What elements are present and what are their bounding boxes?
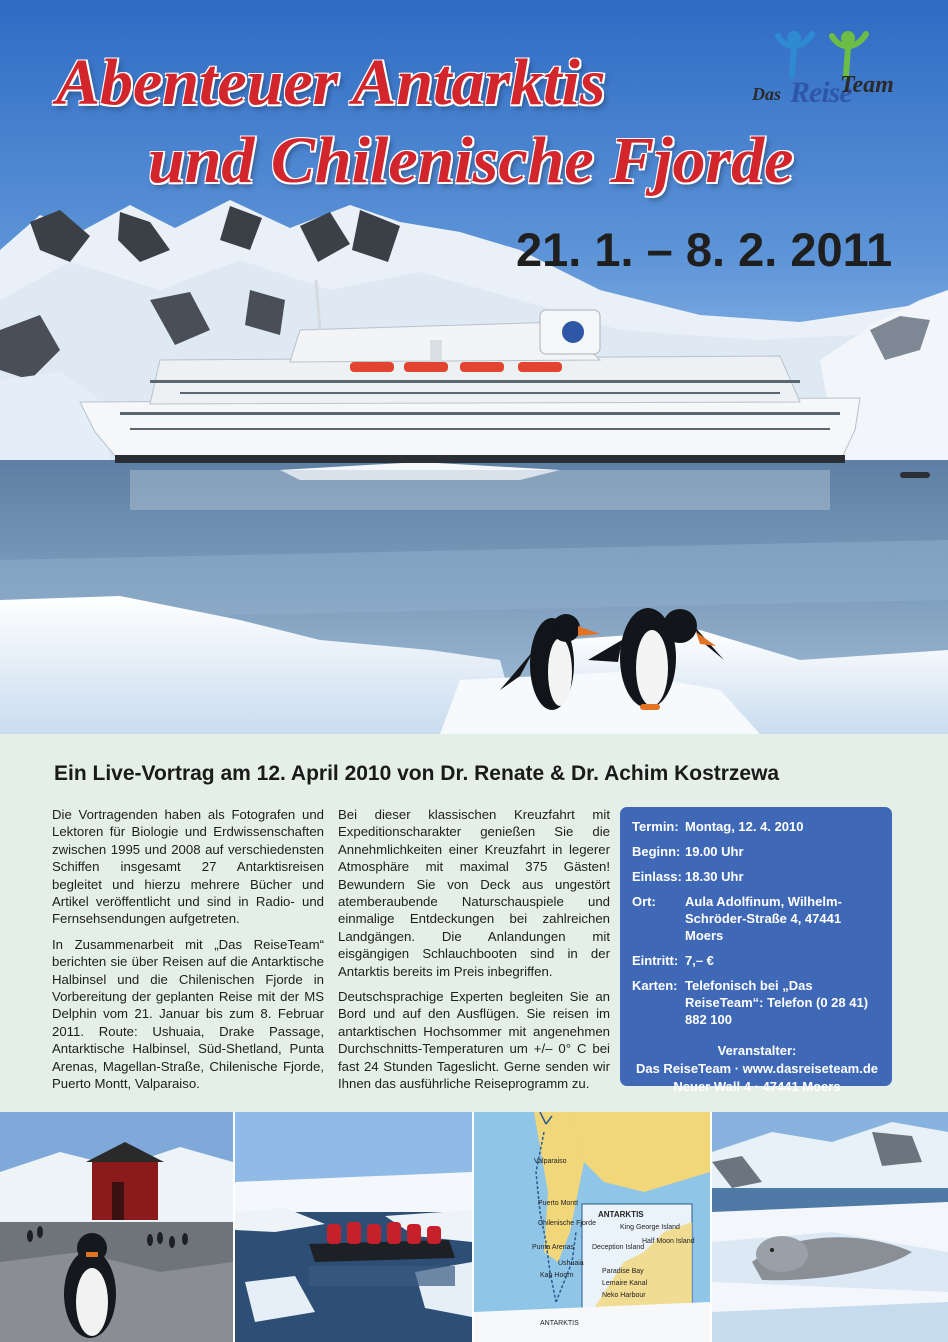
detail-row-ort — [632, 893, 882, 944]
photo-seal-on-ice — [712, 1112, 948, 1342]
organizer-line-2: Neuer Wall 4 · 47441 Moers — [673, 1079, 841, 1094]
detail-row-termin — [632, 818, 882, 835]
map-label: Lemaire Kanal — [602, 1280, 648, 1287]
reiseteam-logo — [748, 28, 908, 120]
detail-row-beginn — [632, 843, 882, 860]
detail-value: 19.00 Uhr — [685, 844, 744, 859]
map-label: Ushuaia — [558, 1260, 584, 1267]
detail-value: 7,– € — [685, 953, 714, 968]
map-label: ANTARKTIS — [598, 1210, 644, 1219]
detail-row-karten — [632, 977, 882, 1028]
lecture-headline: Ein Live-Vortrag am 12. April 2010 von Dr. Renate & Dr. Achim Kostrzewa — [54, 762, 780, 785]
map-label: Puerto Montt — [538, 1200, 579, 1207]
detail-value: Aula Adolfinum, Wilhelm-Schröder-Straße 4, 47441 Moers — [685, 894, 842, 943]
map-label: Paradise Bay — [602, 1268, 644, 1275]
event-details-box — [620, 807, 892, 1094]
map-label: Deception Island — [592, 1244, 645, 1251]
detail-key: Karten: — [632, 978, 678, 993]
organizer-line-1: Das ReiseTeam · www.dasreiseteam.de — [635, 1061, 879, 1076]
paragraph: Die Vortragenden haben als Fotografen und Lektoren für Biologie und Erdwissenschaften zwischen 1995 und 2008 auf verschiedensten Schiffen insgesamt 27 Antarktisreisen begleitet und hierzu mehrere Bücher und Artikel veröffentlicht und sind in Radio- und Fernsehsendungen aufgetreten. — [52, 807, 324, 927]
detail-value: Montag, 12. 4. 2010 — [685, 819, 804, 834]
map-label: Half Moon Island — [642, 1238, 695, 1245]
organizer-label: Veranstalter: — [717, 1043, 797, 1058]
photo-hut-penguin — [0, 1112, 233, 1342]
map-label: ANTARKTIS — [540, 1320, 579, 1327]
map-label: Kap Hoorn — [540, 1272, 574, 1279]
text-column-2 — [338, 806, 610, 1101]
logo-text-reise: Reise — [790, 76, 852, 109]
photo-strip — [0, 1112, 948, 1342]
logo-text-team: Team — [840, 72, 894, 98]
paragraph: Deutschsprachige Experten begleiten Sie an Bord und auf den Ausflügen. Sie reisen im antarktischen Hochsommer mit angenehmen Durchschnitts-Temperaturen um +/– 0° C bei fast 24 Stunden Tageslicht. Gerne senden wir Ihnen das ausführliche Reiseprogramm zu. — [338, 989, 610, 1092]
map-label: Neko Harbour — [602, 1292, 646, 1299]
info-section — [0, 734, 948, 1112]
detail-value: Telefonisch bei „Das ReiseTeam“: Telefon (0 28 41) 882 100 — [685, 978, 869, 1027]
paragraph: In Zusammenarbeit mit „Das ReiseTeam“ berichten sie über Reisen auf die Antarktische Halbinsel und die Chilenischen Fjorde in Vorbereitung der geplanten Reise mit der MS Delphin vom 21. Januar bis zum 8. Februar 2011. Route: Ushuaia, Drake Passage, Antarktische Halbinsel, Süd-Shetland, Punta Arenas, Magellan-Straße, Chilenische Fjorde, Puerto Montt, Valparaiso. — [52, 936, 324, 1092]
map-label: Chilenische Fjorde — [538, 1220, 596, 1227]
detail-row-einlass — [632, 868, 882, 885]
paragraph: Bei dieser klassischen Kreuzfahrt mit Expeditionscharakter genießen Sie die Annehmlichkeiten einer Kreuzfahrt in legerer Atmosphäre mit maximal 375 Gästen! Bewundern Sie von Deck aus ungestört atemberaubende Naturschauspiele und einmalige Entdeckungen bei zahlreichen Landgängen. Die Anlandungen mit eisgängigen Schlauchbooten sind in der Antarktis bereits im Preis inbegriffen. — [338, 807, 610, 979]
detail-key: Eintritt: — [632, 953, 679, 968]
detail-row-eintritt — [632, 952, 882, 969]
map-label: King George Island — [620, 1224, 680, 1231]
detail-value: 18.30 Uhr — [685, 869, 744, 884]
map-label: Valparaiso — [534, 1158, 567, 1165]
map-label: Punta Arenas — [532, 1244, 575, 1251]
title-line-1: Abenteuer Antarktis — [56, 46, 606, 119]
organizer-block — [632, 1042, 882, 1096]
travel-dates: 21. 1. – 8. 2. 2011 — [516, 223, 893, 276]
photo-zodiac-boat — [235, 1112, 472, 1342]
route-map — [474, 1112, 710, 1342]
logo-text-das: Das — [752, 84, 782, 104]
title-line-2: und Chilenische Fjorde — [148, 124, 794, 197]
detail-key: Termin: — [632, 819, 679, 834]
detail-key: Ort: — [632, 894, 656, 909]
detail-key: Beginn: — [632, 844, 681, 859]
detail-key: Einlass: — [632, 869, 682, 884]
text-column-1 — [52, 806, 324, 1101]
